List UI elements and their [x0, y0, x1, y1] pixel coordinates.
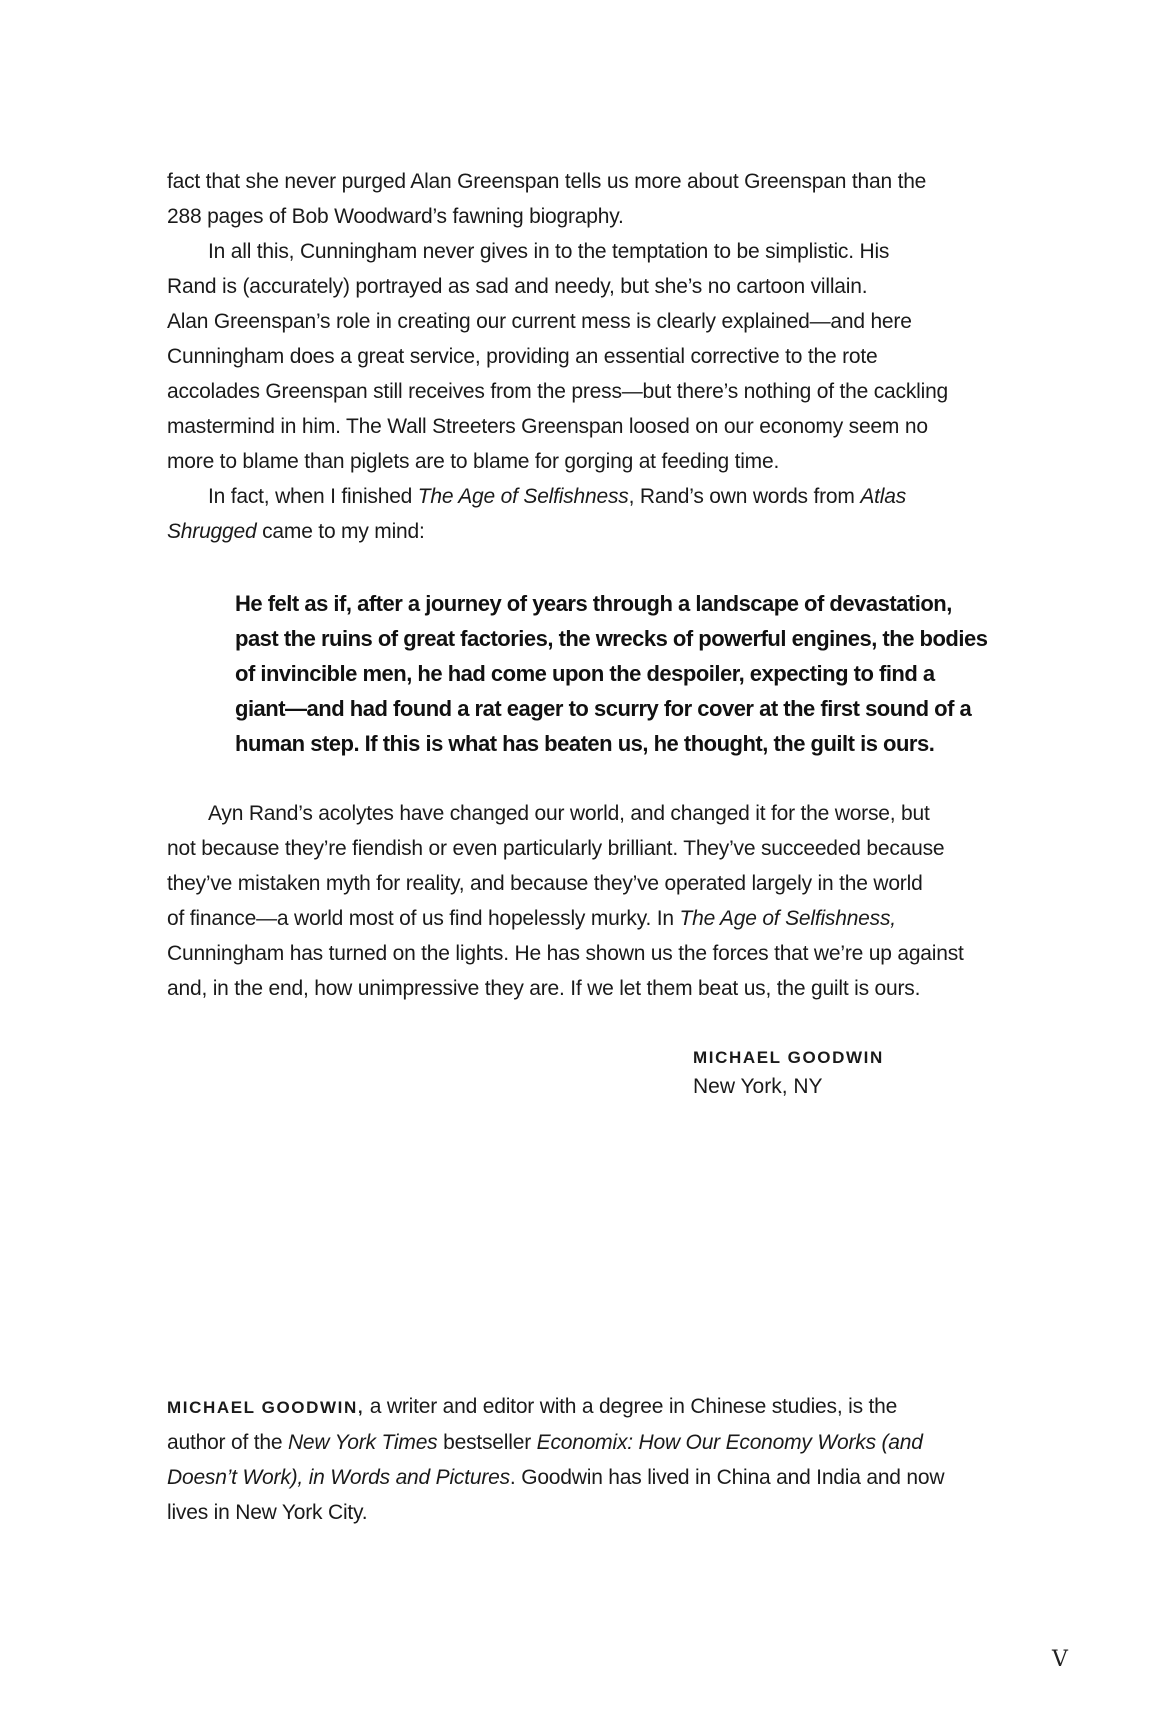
paragraph-greenspan-purge: fact that she never purged Alan Greenspan tells us more about Greenspan than the 288 pages of Bob Woodward’s fawning biography. — [167, 170, 927, 228]
foreword-body-top — [167, 164, 1019, 549]
signature — [693, 1043, 884, 1101]
signature-name: MICHAEL GOODWIN — [693, 1048, 884, 1067]
author-bio — [167, 1389, 1019, 1530]
signature-place: New York, NY — [693, 1075, 823, 1098]
foreword-body-bottom — [167, 796, 1019, 1006]
paragraph-acolytes: Ayn Rand’s acolytes have changed our world, and changed it for the worse, but not because they’re fiendish or even particularly brilliant. They’ve succeeded because they’ve mistaken myth for reality, and because they’ve operated largely in the world of finance—a world most of us find hopelessly murky. In The Age of Selfishness, Cunningham has turned on the lights. He has shown us the forces that we’re up against and, in the end, how unimpressive they are. If we let them beat us, the guilt is ours. — [167, 802, 964, 1000]
paragraph-atlas-intro: In fact, when I finished The Age of Selfishness, Rand’s own words from Atlas Shrugged came to my mind: — [167, 485, 907, 543]
page-number: V — [1052, 1647, 1068, 1672]
block-quote-atlas-shrugged: He felt as if, after a journey of years through a landscape of devastation, past the ruins of great factories, the wrecks of powerful engines, the bodies of invincible men, he had come upon the despoiler, expecting to find a giant—and had found a rat eager to scurry for cover at the first sound of a human step. If this is what has beaten us, he thought, the guilt is ours. — [235, 591, 988, 756]
paragraph-cunningham-portrayal: In all this, Cunningham never gives in to the temptation to be simplistic. His Rand is (accurately) portrayed as sad and needy, but she’s no cartoon villain. Alan Greenspan’s role in creating our current mess is clearly explained—and here Cunningham does a great service, providing an essential corrective to the rote accolades Greenspan still receives from the press—but there’s nothing of the cackling mastermind in him. The Wall Streeters Greenspan loosed on our economy seem no more to blame than piglets are to blame for gorging at feeding time. — [167, 240, 949, 473]
bio-paragraph: MICHAEL GOODWIN, a writer and editor with a degree in Chinese studies, is the author of the New York Times bestseller Economix: How Our Economy Works (and Doesn’t Work), in Words and Pictures. Goodwin has lived in China and India and now lives in New York City. — [167, 1395, 945, 1524]
bio-author-name: MICHAEL GOODWIN, — [167, 1398, 365, 1417]
